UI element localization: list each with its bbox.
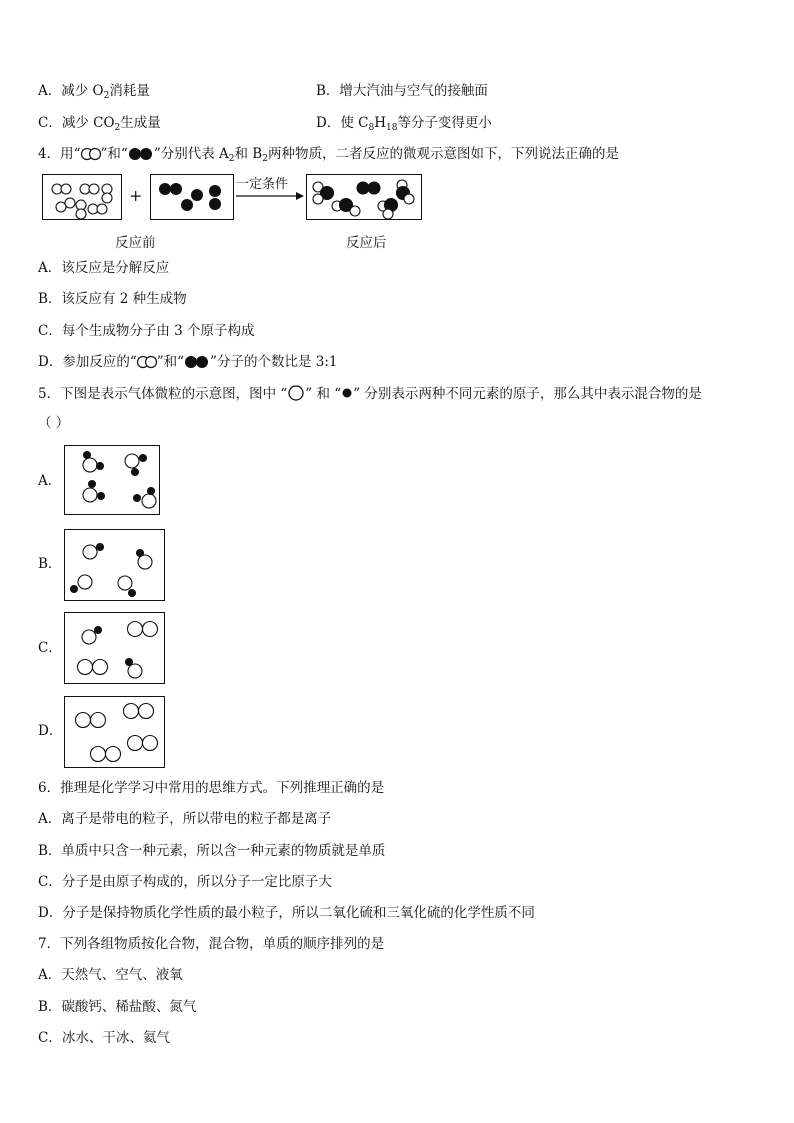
q7-option-a: A．天然气、空气、液氧 xyxy=(38,967,183,983)
a2-molecule-icon xyxy=(81,147,101,161)
reaction-condition: 一定条件 xyxy=(236,177,289,192)
q5-label-a: A． xyxy=(38,473,62,489)
q5-particles-b xyxy=(65,530,166,602)
reaction-arrow-icon xyxy=(234,190,306,202)
q5-particles-a xyxy=(65,446,161,516)
q5-label-b: B． xyxy=(38,556,62,572)
q5-box-d xyxy=(64,696,165,768)
q5-label-c: C． xyxy=(38,640,62,656)
reactant-b2-box xyxy=(150,174,234,220)
q4-option-d: D．参加反应的“ ”和“ ”分子的个数比是 3:1 xyxy=(38,354,338,370)
product-molecules xyxy=(307,175,423,221)
after-caption: 反应后 xyxy=(346,235,387,251)
q7-option-c: C．冰水、干冰、氦气 xyxy=(38,1030,170,1046)
open-atom-icon xyxy=(287,385,305,401)
q5-box-b xyxy=(64,529,165,601)
q6-option-a: A．离子是带电的粒子，所以带电的粒子都是离子 xyxy=(38,811,332,827)
b2-molecule-icon xyxy=(184,355,210,369)
filled-atom-icon xyxy=(341,387,353,399)
a2-molecules xyxy=(43,175,123,221)
reactant-a2-box xyxy=(42,174,122,220)
q4-option-a: A．该反应是分解反应 xyxy=(38,260,170,276)
q5-paren: （ ） xyxy=(38,415,70,431)
q5-particles-c xyxy=(65,613,166,685)
q5-box-a xyxy=(64,445,160,515)
b2-molecules xyxy=(151,175,235,221)
q6-option-c: C．分子是由原子构成的，所以分子一定比原子大 xyxy=(38,874,332,890)
q6-option-d: D．分子是保持物质化学性质的最小粒子，所以二氧化硫和三氧化硫的化学性质不同 xyxy=(38,905,535,921)
b2-molecule-icon xyxy=(128,147,154,161)
q3-option-d: D．使 $C_8H_{18}$等分子变得更小 xyxy=(316,115,492,133)
a2-molecule-icon xyxy=(137,355,157,369)
q6-stem: 6．推理是化学学习中常用的思维方式。下列推理正确的是 xyxy=(38,780,385,796)
q5-stem: 5．下图是表示气体微粒的示意图，图中 “ ” 和 “ ” 分别表示两种不同元素的原子，那么其中表示混合物的是 xyxy=(38,386,702,402)
q5-box-c xyxy=(64,612,165,684)
q5-particles-d xyxy=(65,697,166,769)
q4-option-b: B．该反应有 2 种生成物 xyxy=(38,291,187,307)
q3-option-c: C．减少 $CO_2$生成量 xyxy=(38,115,161,133)
q4-stem: 4．用“ ”和“ ”分别代表 $A_2$和 $B_2$两种物质，二者反应的微观示意图如下，下列说法正确的是 xyxy=(38,146,619,164)
q7-option-b: B．碳酸钙、稀盐酸、氮气 xyxy=(38,999,197,1015)
plus-sign: + xyxy=(129,186,143,205)
q3-option-a: A．减少 $O_2$消耗量 xyxy=(38,83,150,101)
q4-option-c: C．每个生成物分子由 3 个原子构成 xyxy=(38,323,255,339)
before-caption: 反应前 xyxy=(115,235,156,251)
q5-label-d: D． xyxy=(38,723,63,739)
q6-option-b: B．单质中只含一种元素，所以含一种元素的物质就是单质 xyxy=(38,843,386,859)
q3-option-b: B．增大汽油与空气的接触面 xyxy=(316,83,488,99)
product-box xyxy=(306,174,422,220)
q7-stem: 7．下列各组物质按化合物，混合物，单质的顺序排列的是 xyxy=(38,936,385,952)
